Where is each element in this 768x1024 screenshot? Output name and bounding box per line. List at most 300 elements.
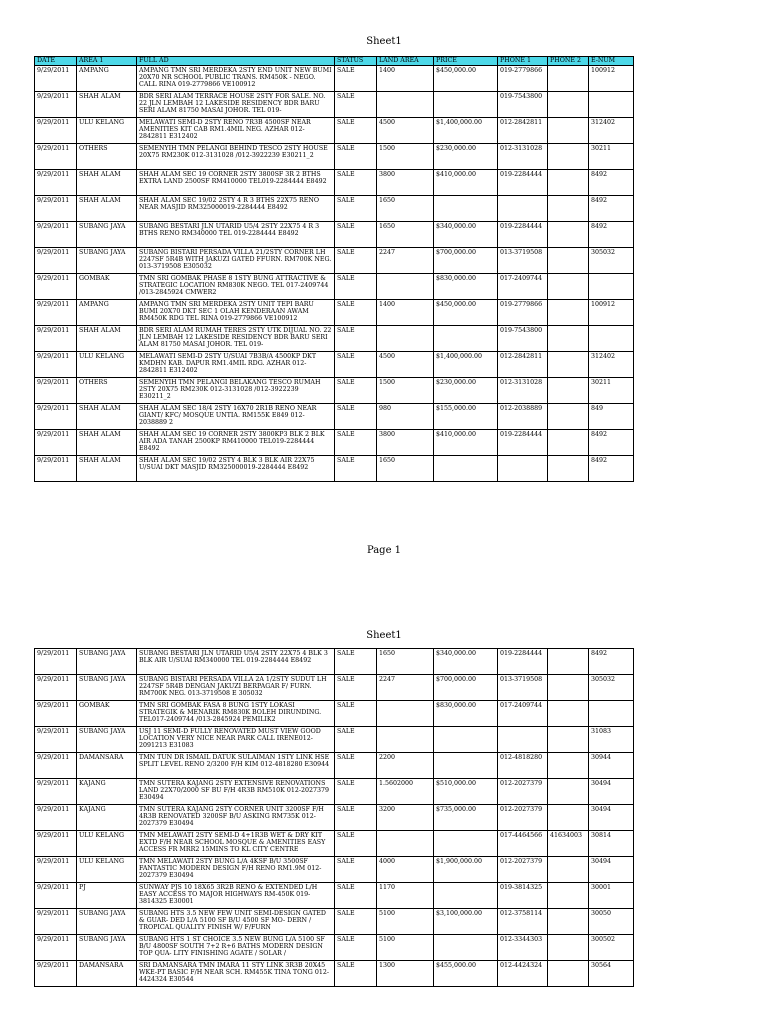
cell-price: $700,000.00 bbox=[434, 675, 498, 701]
cell-phone-2 bbox=[548, 805, 589, 831]
cell-land-area: 980 bbox=[377, 404, 434, 430]
cell-area: OTHERS bbox=[77, 378, 137, 404]
cell-full-ad: TMN MELAWATI 2STY SEMI-D 4+1R3B WET & DRY KIT EXTD F/H NEAR SCHOOL MOSQUE & AMENITIES EASY ACCESS FR MRR2 15MINS TO KL CITY CENTRE bbox=[137, 831, 335, 857]
table-row bbox=[35, 727, 634, 753]
table-row bbox=[35, 118, 634, 144]
cell-date: 9/29/2011 bbox=[35, 300, 77, 326]
cell-area: ULU KELANG bbox=[77, 118, 137, 144]
cell-land-area: 1400 bbox=[377, 66, 434, 92]
table-row bbox=[35, 675, 634, 701]
cell-e-num: 30944 bbox=[589, 753, 634, 779]
cell-e-num: 30211 bbox=[589, 378, 634, 404]
cell-date: 9/29/2011 bbox=[35, 378, 77, 404]
cell-status: SALE bbox=[335, 430, 377, 456]
sheet-title: Sheet1 bbox=[366, 36, 402, 47]
cell-phone-1: 019-7543800 bbox=[498, 326, 548, 352]
table-row bbox=[35, 961, 634, 987]
cell-full-ad: MELAWATI SEMI-D 2STY RENO 7R3B 4500SF NEAR AMENITIES KIT CAB RM1.4MIL NEG. AZHAR 012-2842811 E312402 bbox=[137, 118, 335, 144]
cell-date: 9/29/2011 bbox=[35, 456, 77, 482]
header-row bbox=[35, 57, 634, 66]
cell-status: SALE bbox=[335, 961, 377, 987]
table-row bbox=[35, 92, 634, 118]
cell-area: SHAH ALAM bbox=[77, 196, 137, 222]
cell-full-ad: BDR SERI ALAM RUMAH TERES 2STY UTK DIJUAL NO. 22 JLN LEMBAH 12 LAKESIDE RESIDENCY BDR BARU SERI ALAM 81750 MASAI JOHOR. TEL 019- bbox=[137, 326, 335, 352]
cell-land-area: 5100 bbox=[377, 935, 434, 961]
cell-phone-1: 019-2284444 bbox=[498, 649, 548, 675]
cell-price bbox=[434, 456, 498, 482]
cell-e-num: 100912 bbox=[589, 66, 634, 92]
cell-status: SALE bbox=[335, 378, 377, 404]
cell-full-ad: TMN MELAWATI 2STY BUNG L/A 4KSF B/U 3500SF FANTASTIC MODERN DESIGN F/H RENO RM1.9M 012-2027379 E30494 bbox=[137, 857, 335, 883]
cell-phone-2 bbox=[548, 727, 589, 753]
cell-land-area: 3800 bbox=[377, 430, 434, 456]
cell-status: SALE bbox=[335, 326, 377, 352]
cell-phone-1: 017-2409744 bbox=[498, 274, 548, 300]
cell-full-ad: SEMENYIH TMN PELANGI BELAKANG TESCO RUMAH 2STY 20X75 RM230K 012-3131028 /012-3922239 E30211_2 bbox=[137, 378, 335, 404]
cell-status: SALE bbox=[335, 675, 377, 701]
table-row bbox=[35, 935, 634, 961]
cell-phone-2 bbox=[548, 352, 589, 378]
cell-e-num: 30211 bbox=[589, 144, 634, 170]
cell-e-num: 8492 bbox=[589, 456, 634, 482]
cell-price: $340,000.00 bbox=[434, 649, 498, 675]
cell-price bbox=[434, 92, 498, 118]
cell-phone-2 bbox=[548, 675, 589, 701]
cell-phone-1: 013-3719508 bbox=[498, 675, 548, 701]
cell-price: $1,900,000.00 bbox=[434, 857, 498, 883]
cell-date: 9/29/2011 bbox=[35, 144, 77, 170]
cell-phone-1 bbox=[498, 727, 548, 753]
cell-date: 9/29/2011 bbox=[35, 326, 77, 352]
cell-date: 9/29/2011 bbox=[35, 196, 77, 222]
cell-phone-2 bbox=[548, 961, 589, 987]
cell-price bbox=[434, 831, 498, 857]
cell-status: SALE bbox=[335, 92, 377, 118]
cell-phone-1: 019-2284444 bbox=[498, 170, 548, 196]
cell-phone-1: 012-3131028 bbox=[498, 378, 548, 404]
cell-e-num: 8492 bbox=[589, 170, 634, 196]
cell-phone-2 bbox=[548, 92, 589, 118]
cell-e-num: 849 bbox=[589, 404, 634, 430]
cell-full-ad: TMN SRI GOMBAK FASA 8 BUNG 1STY LOKASI STRATEGIK & MENARIK RM830K BOLEH DIRUNDING. TEL017-2409744 /013-2845924 PEMILIK2 bbox=[137, 701, 335, 727]
cell-full-ad: TMN SUTERA KAJANG 2STY CORNER UNIT 3200SF F/H 4R3B RENOVATED 3200SF B/U ASKING RM735K 012-2027379 E30494 bbox=[137, 805, 335, 831]
cell-land-area bbox=[377, 274, 434, 300]
cell-phone-1 bbox=[498, 196, 548, 222]
cell-phone-1: 012-2842811 bbox=[498, 118, 548, 144]
cell-date: 9/29/2011 bbox=[35, 66, 77, 92]
cell-land-area: 5100 bbox=[377, 909, 434, 935]
cell-phone-1: 012-2027379 bbox=[498, 779, 548, 805]
cell-full-ad: SRI DAMANSARA TMN IMARA 11 STY LINK 3R3B 20X45 WKE-PT BASIC F/H NEAR SCH. RM455K TINA TONG 012-4424324 E30544 bbox=[137, 961, 335, 987]
cell-price: $340,000.00 bbox=[434, 222, 498, 248]
cell-status: SALE bbox=[335, 883, 377, 909]
table-row bbox=[35, 701, 634, 727]
cell-phone-1: 012-3758114 bbox=[498, 909, 548, 935]
table-row bbox=[35, 222, 634, 248]
cell-area: ULU KELANG bbox=[77, 352, 137, 378]
cell-area: SUBANG JAYA bbox=[77, 727, 137, 753]
column-header-phone-1: PHONE 1 bbox=[498, 57, 548, 66]
cell-e-num bbox=[589, 92, 634, 118]
cell-status: SALE bbox=[335, 300, 377, 326]
cell-land-area: 4000 bbox=[377, 857, 434, 883]
table-row bbox=[35, 883, 634, 909]
cell-date: 9/29/2011 bbox=[35, 701, 77, 727]
cell-area: SHAH ALAM bbox=[77, 170, 137, 196]
cell-area: SHAH ALAM bbox=[77, 92, 137, 118]
cell-e-num: 30494 bbox=[589, 857, 634, 883]
cell-phone-1: 012-3344303 bbox=[498, 935, 548, 961]
cell-phone-1: 012-2842811 bbox=[498, 352, 548, 378]
cell-status: SALE bbox=[335, 196, 377, 222]
cell-full-ad: SHAH ALAM SEC 19 CORNER 2STY 3800SF 3R 2 BTHS EXTRA LAND 2500SF RM410000 TEL019-2284444 E8492 bbox=[137, 170, 335, 196]
cell-e-num: 30001 bbox=[589, 883, 634, 909]
cell-price: $700,000.00 bbox=[434, 248, 498, 274]
cell-price: $450,000.00 bbox=[434, 300, 498, 326]
cell-land-area: 2247 bbox=[377, 248, 434, 274]
cell-price: $1,400,000.00 bbox=[434, 352, 498, 378]
cell-price: $230,000.00 bbox=[434, 144, 498, 170]
cell-phone-2 bbox=[548, 248, 589, 274]
cell-land-area: 4500 bbox=[377, 118, 434, 144]
cell-full-ad: SHAH ALAM SEC 19/02 2STY 4 R 3 BTHS 22X75 RENO NEAR MASJID RM325000019-2284444 E8492 bbox=[137, 196, 335, 222]
table-row bbox=[35, 144, 634, 170]
cell-price: $830,000.00 bbox=[434, 701, 498, 727]
cell-phone-1: 017-2409744 bbox=[498, 701, 548, 727]
cell-area: SUBANG JAYA bbox=[77, 222, 137, 248]
cell-e-num: 8492 bbox=[589, 430, 634, 456]
cell-land-area bbox=[377, 831, 434, 857]
cell-status: SALE bbox=[335, 66, 377, 92]
cell-full-ad: AMPANG TMN SRI MERDEKA 2STY END UNIT NEW BUMI 20X70 NR SCHOOL PUBLIC TRANS. RM450K - NEGO. CALL RINA 019-2779866 VE100912 bbox=[137, 66, 335, 92]
cell-e-num bbox=[589, 274, 634, 300]
cell-price: $735,000.00 bbox=[434, 805, 498, 831]
table-row bbox=[35, 378, 634, 404]
cell-status: SALE bbox=[335, 352, 377, 378]
cell-price: $1,400,000.00 bbox=[434, 118, 498, 144]
cell-phone-2 bbox=[548, 456, 589, 482]
cell-price bbox=[434, 727, 498, 753]
cell-e-num: 8492 bbox=[589, 196, 634, 222]
table-row bbox=[35, 753, 634, 779]
cell-phone-2 bbox=[548, 222, 589, 248]
spreadsheet-table-2 bbox=[34, 648, 634, 987]
cell-area: ULU KELANG bbox=[77, 831, 137, 857]
cell-land-area: 3800 bbox=[377, 170, 434, 196]
cell-area: SUBANG JAYA bbox=[77, 909, 137, 935]
cell-phone-2 bbox=[548, 430, 589, 456]
cell-area: SUBANG JAYA bbox=[77, 649, 137, 675]
cell-status: SALE bbox=[335, 805, 377, 831]
cell-full-ad: SUBANG HTS 1 ST CHOICE 3.5 NEW BUNG L/A 5100 SF B/U 4800SF SOUTH 7+2 R+6 BATHS MODERN DESIGN TOP QUA- LITY FINISHING AGATE / SOLAR / bbox=[137, 935, 335, 961]
cell-status: SALE bbox=[335, 857, 377, 883]
cell-phone-1: 017-4464566 bbox=[498, 831, 548, 857]
cell-price bbox=[434, 935, 498, 961]
cell-date: 9/29/2011 bbox=[35, 831, 77, 857]
cell-phone-1: 012-2027379 bbox=[498, 805, 548, 831]
cell-phone-1: 012-2038889 bbox=[498, 404, 548, 430]
cell-status: SALE bbox=[335, 248, 377, 274]
cell-full-ad: SUBANG BESTARI JLN UTARID U5/4 2STY 22X75 4 R 3 BTHS RENO RM340000 TEL 019-2284444 E8492 bbox=[137, 222, 335, 248]
cell-full-ad: SHAH ALAM SEC 19/02 2STY 4 BLK 3 BLK AIR 22X75 U/SUAI DKT MASJID RM325000019-2284444 E8492 bbox=[137, 456, 335, 482]
cell-phone-1: 012-3131028 bbox=[498, 144, 548, 170]
cell-price: $230,000.00 bbox=[434, 378, 498, 404]
cell-full-ad: SUNWAY PJS 10 18X65 3R2B RENO & EXTENDED L/H EASY ACCESS TO MAJOR HIGHWAYS RM-450K 019-3814325 E30001 bbox=[137, 883, 335, 909]
cell-phone-2 bbox=[548, 753, 589, 779]
cell-e-num: 30814 bbox=[589, 831, 634, 857]
table-row bbox=[35, 909, 634, 935]
cell-date: 9/29/2011 bbox=[35, 274, 77, 300]
cell-status: SALE bbox=[335, 456, 377, 482]
column-header-land-area: LAND AREA bbox=[377, 57, 434, 66]
cell-full-ad: SUBANG BESTARI JLN UTARID U5/4 2STY 22X75 4 BLK 3 BLK AIR U/SUAI RM340000 TEL 019-2284444 E8492 bbox=[137, 649, 335, 675]
cell-land-area: 1650 bbox=[377, 222, 434, 248]
cell-phone-2 bbox=[548, 909, 589, 935]
table-row bbox=[35, 196, 634, 222]
cell-phone-2 bbox=[548, 118, 589, 144]
spreadsheet-table bbox=[34, 56, 634, 482]
cell-phone-2 bbox=[548, 883, 589, 909]
cell-area: AMPANG bbox=[77, 300, 137, 326]
cell-phone-1: 012-4424324 bbox=[498, 961, 548, 987]
cell-e-num bbox=[589, 326, 634, 352]
column-header-date: DATE bbox=[35, 57, 77, 66]
cell-land-area: 1650 bbox=[377, 649, 434, 675]
cell-phone-2 bbox=[548, 66, 589, 92]
cell-status: SALE bbox=[335, 753, 377, 779]
cell-e-num: 8492 bbox=[589, 649, 634, 675]
cell-phone-2 bbox=[548, 378, 589, 404]
cell-phone-2 bbox=[548, 170, 589, 196]
cell-status: SALE bbox=[335, 909, 377, 935]
cell-phone-1: 013-3719508 bbox=[498, 248, 548, 274]
cell-date: 9/29/2011 bbox=[35, 805, 77, 831]
cell-land-area: 1500 bbox=[377, 144, 434, 170]
cell-phone-1: 019-7543800 bbox=[498, 92, 548, 118]
cell-land-area bbox=[377, 727, 434, 753]
cell-area: OTHERS bbox=[77, 144, 137, 170]
cell-e-num: 30564 bbox=[589, 961, 634, 987]
cell-area: SUBANG JAYA bbox=[77, 248, 137, 274]
cell-land-area: 2200 bbox=[377, 753, 434, 779]
cell-land-area: 1300 bbox=[377, 961, 434, 987]
cell-e-num: 30494 bbox=[589, 779, 634, 805]
cell-status: SALE bbox=[335, 831, 377, 857]
cell-e-num: 312402 bbox=[589, 118, 634, 144]
table-row bbox=[35, 805, 634, 831]
cell-e-num: 305032 bbox=[589, 248, 634, 274]
cell-date: 9/29/2011 bbox=[35, 961, 77, 987]
cell-date: 9/29/2011 bbox=[35, 352, 77, 378]
cell-status: SALE bbox=[335, 144, 377, 170]
cell-date: 9/29/2011 bbox=[35, 883, 77, 909]
cell-phone-2 bbox=[548, 274, 589, 300]
cell-area: DAMANSARA bbox=[77, 753, 137, 779]
cell-full-ad: SHAH ALAM SEC 18/4 2STY 16X70 2R1B RENO NEAR GIANT/ KFC/ MOSQUE UNTIA. RM155K E849 012-2038889 2 bbox=[137, 404, 335, 430]
cell-price: $155,000.00 bbox=[434, 404, 498, 430]
cell-status: SALE bbox=[335, 404, 377, 430]
cell-full-ad: USJ 11 SEMI-D FULLY RENOVATED MUST VIEW GOOD LOCATION VERY NICE NEAR PARK CALL IRENE012-2091213 E31083 bbox=[137, 727, 335, 753]
cell-phone-2 bbox=[548, 300, 589, 326]
cell-status: SALE bbox=[335, 222, 377, 248]
cell-date: 9/29/2011 bbox=[35, 118, 77, 144]
column-header-phone-2: PHONE 2 bbox=[548, 57, 589, 66]
cell-price bbox=[434, 196, 498, 222]
cell-date: 9/29/2011 bbox=[35, 857, 77, 883]
column-header-area: AREA 1 bbox=[77, 57, 137, 66]
table-row bbox=[35, 66, 634, 92]
cell-date: 9/29/2011 bbox=[35, 935, 77, 961]
cell-area: SHAH ALAM bbox=[77, 456, 137, 482]
cell-phone-1: 019-2779866 bbox=[498, 300, 548, 326]
cell-phone-2: 41634003 bbox=[548, 831, 589, 857]
cell-full-ad: AMPANG TMN SRI MERDEKA 2STY UNIT TEPI BARU BUMI 20X70 DKT SEC 1 OLAH KENDERAAN AWAM RM450K RDG TEL RINA 019-2779866 VE100912 bbox=[137, 300, 335, 326]
cell-date: 9/29/2011 bbox=[35, 753, 77, 779]
cell-status: SALE bbox=[335, 935, 377, 961]
cell-status: SALE bbox=[335, 274, 377, 300]
cell-price: $450,000.00 bbox=[434, 66, 498, 92]
cell-phone-1: 012-2027379 bbox=[498, 857, 548, 883]
cell-area: SHAH ALAM bbox=[77, 326, 137, 352]
cell-land-area: 3200 bbox=[377, 805, 434, 831]
column-header-status: STATUS bbox=[335, 57, 377, 66]
cell-date: 9/29/2011 bbox=[35, 430, 77, 456]
cell-price bbox=[434, 883, 498, 909]
cell-date: 9/29/2011 bbox=[35, 404, 77, 430]
table-row bbox=[35, 649, 634, 675]
cell-price: $3,100,000.00 bbox=[434, 909, 498, 935]
cell-area: SUBANG JAYA bbox=[77, 935, 137, 961]
table-row bbox=[35, 326, 634, 352]
cell-area: GOMBAK bbox=[77, 701, 137, 727]
cell-full-ad: MELAWATI SEMI-D 2STY U/SUAI 7B3B/A 4500KP DKT KMDHN KAB. DAPUR RM1.4MIL RDG. AZHAR 012-2842811 E312402 bbox=[137, 352, 335, 378]
cell-area: SHAH ALAM bbox=[77, 430, 137, 456]
cell-e-num: 305032 bbox=[589, 675, 634, 701]
cell-price bbox=[434, 753, 498, 779]
cell-e-num: 100912 bbox=[589, 300, 634, 326]
cell-date: 9/29/2011 bbox=[35, 649, 77, 675]
cell-full-ad: TMN TUN DR ISMAIL DATUK SULAIMAN 1STY LINK HSE SPLIT LEVEL RENO 2/3200 F/H KIM 012-4818280 E30944 bbox=[137, 753, 335, 779]
cell-e-num bbox=[589, 701, 634, 727]
table-row bbox=[35, 831, 634, 857]
cell-land-area bbox=[377, 92, 434, 118]
cell-phone-2 bbox=[548, 326, 589, 352]
cell-area: DAMANSARA bbox=[77, 961, 137, 987]
cell-land-area: 1650 bbox=[377, 456, 434, 482]
cell-land-area: 4500 bbox=[377, 352, 434, 378]
cell-land-area bbox=[377, 326, 434, 352]
cell-area: KAJANG bbox=[77, 779, 137, 805]
cell-date: 9/29/2011 bbox=[35, 779, 77, 805]
cell-e-num: 312402 bbox=[589, 352, 634, 378]
cell-land-area: 1500 bbox=[377, 378, 434, 404]
cell-area: GOMBAK bbox=[77, 274, 137, 300]
table-row bbox=[35, 248, 634, 274]
cell-full-ad: SUBANG BISTARI PERSADA VILLA 21/2STY CORNER LH 2247SF 5R4B WITH JAKUZI GATED FFURN. RM700K NEG. 013-3719508 E305032 bbox=[137, 248, 335, 274]
cell-phone-1: 019-2284444 bbox=[498, 430, 548, 456]
cell-date: 9/29/2011 bbox=[35, 675, 77, 701]
table-row bbox=[35, 456, 634, 482]
cell-phone-2 bbox=[548, 196, 589, 222]
cell-status: SALE bbox=[335, 727, 377, 753]
cell-phone-2 bbox=[548, 144, 589, 170]
cell-phone-2 bbox=[548, 404, 589, 430]
cell-price: $410,000.00 bbox=[434, 170, 498, 196]
table-row bbox=[35, 779, 634, 805]
cell-phone-2 bbox=[548, 649, 589, 675]
cell-area: SHAH ALAM bbox=[77, 404, 137, 430]
cell-phone-2 bbox=[548, 935, 589, 961]
table-row bbox=[35, 274, 634, 300]
cell-price: $510,000.00 bbox=[434, 779, 498, 805]
cell-price bbox=[434, 326, 498, 352]
column-header-full-ad: FULL AD bbox=[137, 57, 335, 66]
cell-status: SALE bbox=[335, 779, 377, 805]
cell-phone-2 bbox=[548, 857, 589, 883]
column-header-price: PRICE bbox=[434, 57, 498, 66]
cell-land-area: 1.5602000 bbox=[377, 779, 434, 805]
cell-full-ad: SEMENYIH TMN PELANGI BEHIND TESCO 2STY HOUSE 20X75 RM230K 012-3131028 /012-3922239 E30211_2 bbox=[137, 144, 335, 170]
cell-phone-1: 012-4818280 bbox=[498, 753, 548, 779]
cell-date: 9/29/2011 bbox=[35, 909, 77, 935]
cell-phone-1: 019-2779866 bbox=[498, 66, 548, 92]
cell-date: 9/29/2011 bbox=[35, 222, 77, 248]
cell-date: 9/29/2011 bbox=[35, 727, 77, 753]
column-header-e-num: E-NUM bbox=[589, 57, 634, 66]
cell-full-ad: SHAH ALAM SEC 19 CORNER 2STY 3800KP3 BLK 2 BLK AIR ADA TANAH 2500KP RM410000 TEL019-2284444 E8492 bbox=[137, 430, 335, 456]
cell-phone-1 bbox=[498, 456, 548, 482]
cell-area: SUBANG JAYA bbox=[77, 675, 137, 701]
page-number: Page 1 bbox=[366, 545, 402, 556]
cell-date: 9/29/2011 bbox=[35, 248, 77, 274]
cell-e-num: 31083 bbox=[589, 727, 634, 753]
cell-land-area: 1170 bbox=[377, 883, 434, 909]
cell-land-area bbox=[377, 701, 434, 727]
cell-full-ad: TMN SUTERA KAJANG 2STY EXTENSIVE RENOVATIONS LAND 22X70/2000 SF BU F/H 4R3B RM510K 012-2027379 E30494 bbox=[137, 779, 335, 805]
cell-status: SALE bbox=[335, 170, 377, 196]
cell-land-area: 1650 bbox=[377, 196, 434, 222]
table-row bbox=[35, 857, 634, 883]
cell-area: KAJANG bbox=[77, 805, 137, 831]
cell-phone-1: 019-2284444 bbox=[498, 222, 548, 248]
cell-status: SALE bbox=[335, 649, 377, 675]
cell-area: PJ bbox=[77, 883, 137, 909]
cell-full-ad: SUBANG HTS 3.5 NEW FEW UNIT SEMI-DESIGN GATED & GUAR- DED L/A 5100 SF B/U 4500 SF MO- DERN / TROPICAL QUALITY FINISH W/ F/FURN bbox=[137, 909, 335, 935]
cell-date: 9/29/2011 bbox=[35, 170, 77, 196]
cell-area: ULU KELANG bbox=[77, 857, 137, 883]
cell-date: 9/29/2011 bbox=[35, 92, 77, 118]
cell-price: $455,000.00 bbox=[434, 961, 498, 987]
table-row bbox=[35, 170, 634, 196]
cell-phone-2 bbox=[548, 701, 589, 727]
cell-price: $830,000.00 bbox=[434, 274, 498, 300]
cell-e-num: 30494 bbox=[589, 805, 634, 831]
cell-area: AMPANG bbox=[77, 66, 137, 92]
table-row bbox=[35, 300, 634, 326]
cell-full-ad: SUBANG BISTARI PERSADA VILLA 2A 1/2STY SUDUT LH 2247SF 5R4B DENGAN JAKUZI BERPAGAR F/ FURN. RM700K NEG. 013-3719508 E 305032 bbox=[137, 675, 335, 701]
cell-phone-2 bbox=[548, 779, 589, 805]
table-row bbox=[35, 352, 634, 378]
cell-land-area: 2247 bbox=[377, 675, 434, 701]
table-row bbox=[35, 404, 634, 430]
cell-phone-1: 019-3814325 bbox=[498, 883, 548, 909]
table-row bbox=[35, 430, 634, 456]
cell-full-ad: BDR SERI ALAM TERRACE HOUSE 2STY FOR SALE. NO. 22 JLN LEMBAH 12 LAKESIDE RESIDENCY BDR BARU SERI ALAM 81750 MASAI JOHOR. TEL 019- bbox=[137, 92, 335, 118]
cell-status: SALE bbox=[335, 118, 377, 144]
cell-land-area: 1400 bbox=[377, 300, 434, 326]
cell-status: SALE bbox=[335, 701, 377, 727]
cell-e-num: 30050 bbox=[589, 909, 634, 935]
